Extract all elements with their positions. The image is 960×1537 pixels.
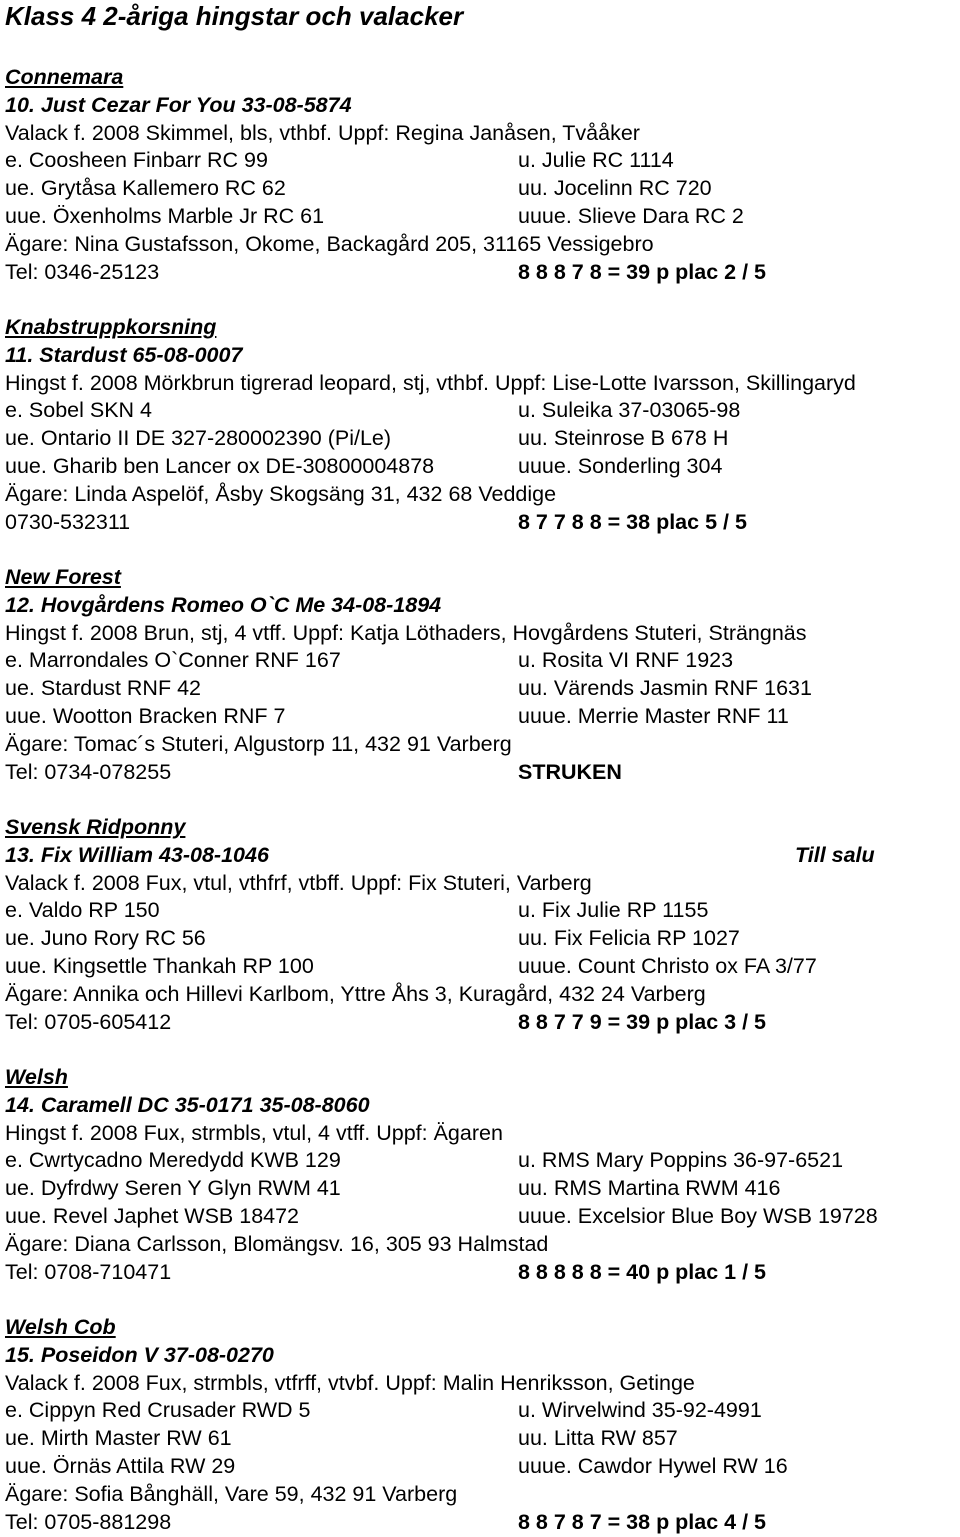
pedigree-row [0, 647, 960, 675]
horse-name: 10. Just Cezar For You 33-08-5874 [5, 92, 352, 117]
pedigree-dam-side: uu. Litta RW 857 [518, 1426, 678, 1451]
owner-line [0, 1481, 960, 1509]
breed-heading: Welsh Cob [5, 1315, 116, 1339]
class-title: Klass 4 2-åriga hingstar och valacker [5, 1, 464, 31]
pedigree-row [0, 147, 960, 175]
pedigree-row [0, 175, 960, 203]
description-line [0, 1370, 960, 1398]
breed-line [0, 1064, 960, 1092]
pedigree-row [0, 453, 960, 481]
pedigree-row [0, 1425, 960, 1453]
pedigree-row [0, 897, 960, 925]
result-line [0, 259, 960, 287]
pedigree-sire-side: e. Sobel SKN 4 [5, 398, 153, 423]
result-line [0, 509, 960, 537]
owner-line [0, 1231, 960, 1259]
description-line [0, 1120, 960, 1148]
pedigree-dam-side: u. Julie RC 1114 [518, 148, 674, 173]
pedigree-sire-side: e. Cwrtycadno Meredydd KWB 129 [5, 1148, 341, 1173]
pedigree-dam-side: u. Wirvelwind 35-92-4991 [518, 1398, 762, 1423]
owner-info: Ägare: Annika och Hillevi Karlbom, Yttre Åhs 3, Kuragård, 432 24 Varberg [5, 981, 706, 1006]
horse-name-line [0, 342, 960, 370]
pedigree-dam-side: u. Fix Julie RP 1155 [518, 898, 709, 923]
pedigree-row [0, 1453, 960, 1481]
description-line [0, 620, 960, 648]
owner-info: Ägare: Diana Carlsson, Blomängsv. 16, 305 93 Halmstad [5, 1231, 549, 1256]
pedigree-dam-side: uuue. Count Christo ox FA 3/77 [518, 953, 817, 978]
pedigree-dam-side: u. RMS Mary Poppins 36-97-6521 [518, 1148, 844, 1173]
score-result: 8 8 8 7 8 = 39 p plac 2 / 5 [518, 259, 767, 284]
breed-heading: Svensk Ridponny [5, 815, 186, 839]
horse-description: Hingst f. 2008 Fux, strmbls, vtul, 4 vtff. Uppf: Ägaren [5, 1120, 503, 1145]
pedigree-row [0, 1397, 960, 1425]
phone-number: Tel: 0708-710471 [5, 1259, 172, 1284]
result-line [0, 1009, 960, 1037]
score-result: STRUKEN [518, 759, 622, 784]
horse-entry [0, 1314, 960, 1536]
pedigree-sire-side: ue. Grytåsa Kallemero RC 62 [5, 176, 286, 201]
breed-line [0, 314, 960, 342]
pedigree-row [0, 953, 960, 981]
horse-description: Valack f. 2008 Fux, strmbls, vtfrff, vtvbf. Uppf: Malin Henriksson, Getinge [5, 1370, 695, 1395]
horse-entry [0, 1064, 960, 1286]
description-line [0, 870, 960, 898]
pedigree-sire-side: e. Marrondales O`Conner RNF 167 [5, 648, 341, 673]
pedigree-dam-side: uuue. Excelsior Blue Boy WSB 19728 [518, 1203, 878, 1228]
pedigree-row [0, 425, 960, 453]
pedigree-sire-side: e. Cippyn Red Crusader RWD 5 [5, 1398, 311, 1423]
score-result: 8 7 7 8 8 = 38 plac 5 / 5 [518, 509, 747, 534]
score-result: 8 8 7 7 9 = 39 p plac 3 / 5 [518, 1009, 767, 1034]
phone-number: Tel: 0346-25123 [5, 259, 160, 284]
pedigree-sire-side: ue. Ontario II DE 327-280002390 (Pi/Le) [5, 426, 392, 451]
result-line [0, 1259, 960, 1287]
breed-line [0, 564, 960, 592]
pedigree-dam-side: uuue. Merrie Master RNF 11 [518, 703, 789, 728]
pedigree-row [0, 1147, 960, 1175]
pedigree-sire-side: uue. Kingsettle Thankah RP 100 [5, 953, 314, 978]
owner-line [0, 981, 960, 1009]
pedigree-dam-side: uuue. Cawdor Hywel RW 16 [518, 1453, 788, 1478]
horse-description: Hingst f. 2008 Brun, stj, 4 vtff. Uppf: Katja Löthaders, Hovgårdens Stuteri, Strängnäs [5, 620, 807, 645]
pedigree-dam-side: uu. Värends Jasmin RNF 1631 [518, 676, 812, 701]
pedigree-sire-side: e. Coosheen Finbarr RC 99 [5, 148, 268, 173]
owner-info: Ägare: Tomac´s Stuteri, Algustorp 11, 432 91 Varberg [5, 731, 512, 756]
pedigree-row [0, 925, 960, 953]
breed-line [0, 1314, 960, 1342]
pedigree-dam-side: uu. Fix Felicia RP 1027 [518, 926, 740, 951]
pedigree-sire-side: e. Valdo RP 150 [5, 898, 160, 923]
horse-description: Valack f. 2008 Fux, vtul, vthfrf, vtbff. Uppf: Fix Stuteri, Varberg [5, 870, 592, 895]
pedigree-sire-side: ue. Mirth Master RW 61 [5, 1426, 232, 1451]
breed-line [0, 64, 960, 92]
pedigree-dam-side: uuue. Slieve Dara RC 2 [518, 203, 744, 228]
pedigree-dam-side: uu. Steinrose B 678 H [518, 426, 729, 451]
horse-name-line [0, 1342, 960, 1370]
pedigree-row [0, 675, 960, 703]
score-result: 8 8 8 8 8 = 40 p plac 1 / 5 [518, 1259, 767, 1284]
horse-name: 14. Caramell DC 35-0171 35-08-8060 [5, 1092, 370, 1117]
pedigree-sire-side: ue. Juno Rory RC 56 [5, 926, 206, 951]
breed-heading: Connemara [5, 65, 124, 89]
result-line [0, 759, 960, 787]
owner-info: Ägare: Sofia Bånghäll, Vare 59, 432 91 Varberg [5, 1481, 458, 1506]
breed-heading: New Forest [5, 565, 121, 589]
phone-number: Tel: 0705-881298 [5, 1509, 172, 1534]
breed-line [0, 814, 960, 842]
horse-name-line [0, 592, 960, 620]
pedigree-dam-side: u. Rosita VI RNF 1923 [518, 648, 734, 673]
pedigree-sire-side: uue. Gharib ben Lancer ox DE-30800004878 [5, 453, 435, 478]
breed-heading: Welsh [5, 1065, 68, 1089]
horse-name-line [0, 92, 960, 120]
horse-name: 11. Stardust 65-08-0007 [5, 342, 243, 367]
pedigree-row [0, 1175, 960, 1203]
breed-heading: Knabstruppkorsning [5, 315, 217, 339]
horse-name: 12. Hovgårdens Romeo O`C Me 34-08-1894 [5, 592, 442, 617]
horse-description: Valack f. 2008 Skimmel, bls, vthbf. Uppf: Regina Janåsen, Tvååker [5, 120, 640, 145]
pedigree-row [0, 1203, 960, 1231]
pedigree-row [0, 203, 960, 231]
pedigree-dam-side: u. Suleika 37-03065-98 [518, 398, 741, 423]
horse-entry [0, 64, 960, 286]
horse-name: 13. Fix William 43-08-1046 [5, 842, 269, 867]
pedigree-sire-side: ue. Stardust RNF 42 [5, 676, 201, 701]
pedigree-sire-side: uue. Örnäs Attila RW 29 [5, 1453, 236, 1478]
sale-note: Till salu [795, 842, 875, 867]
horse-entry [0, 314, 960, 536]
pedigree-sire-side: uue. Revel Japhet WSB 18472 [5, 1203, 300, 1228]
phone-number: Tel: 0734-078255 [5, 759, 172, 784]
horse-name-line [0, 1092, 960, 1120]
description-line [0, 370, 960, 398]
pedigree-row [0, 703, 960, 731]
score-result: 8 8 7 8 7 = 38 p plac 4 / 5 [518, 1509, 767, 1534]
result-line [0, 1509, 960, 1537]
owner-line [0, 481, 960, 509]
horse-name: 15. Poseidon V 37-08-0270 [5, 1342, 274, 1367]
pedigree-dam-side: uu. Jocelinn RC 720 [518, 176, 712, 201]
pedigree-dam-side: uu. RMS Martina RWM 416 [518, 1176, 781, 1201]
description-line [0, 120, 960, 148]
horse-entry [0, 564, 960, 786]
pedigree-dam-side: uuue. Sonderling 304 [518, 453, 723, 478]
horse-description: Hingst f. 2008 Mörkbrun tigrerad leopard, stj, vthbf. Uppf: Lise-Lotte Ivarsson, Skillingaryd [5, 370, 856, 395]
pedigree-row [0, 397, 960, 425]
horse-entry [0, 814, 960, 1036]
pedigree-sire-side: uue. Öxenholms Marble Jr RC 61 [5, 203, 325, 228]
owner-info: Ägare: Linda Aspelöf, Åsby Skogsäng 31, 432 68 Veddige [5, 481, 557, 506]
phone-number: 0730-532311 [5, 509, 131, 534]
owner-info: Ägare: Nina Gustafsson, Okome, Backagård 205, 31165 Vessigebro [5, 231, 654, 256]
pedigree-sire-side: ue. Dyfrdwy Seren Y Glyn RWM 41 [5, 1176, 341, 1201]
owner-line [0, 731, 960, 759]
owner-line [0, 231, 960, 259]
horse-name-line [0, 842, 960, 870]
phone-number: Tel: 0705-605412 [5, 1009, 172, 1034]
pedigree-sire-side: uue. Wootton Bracken RNF 7 [5, 703, 286, 728]
